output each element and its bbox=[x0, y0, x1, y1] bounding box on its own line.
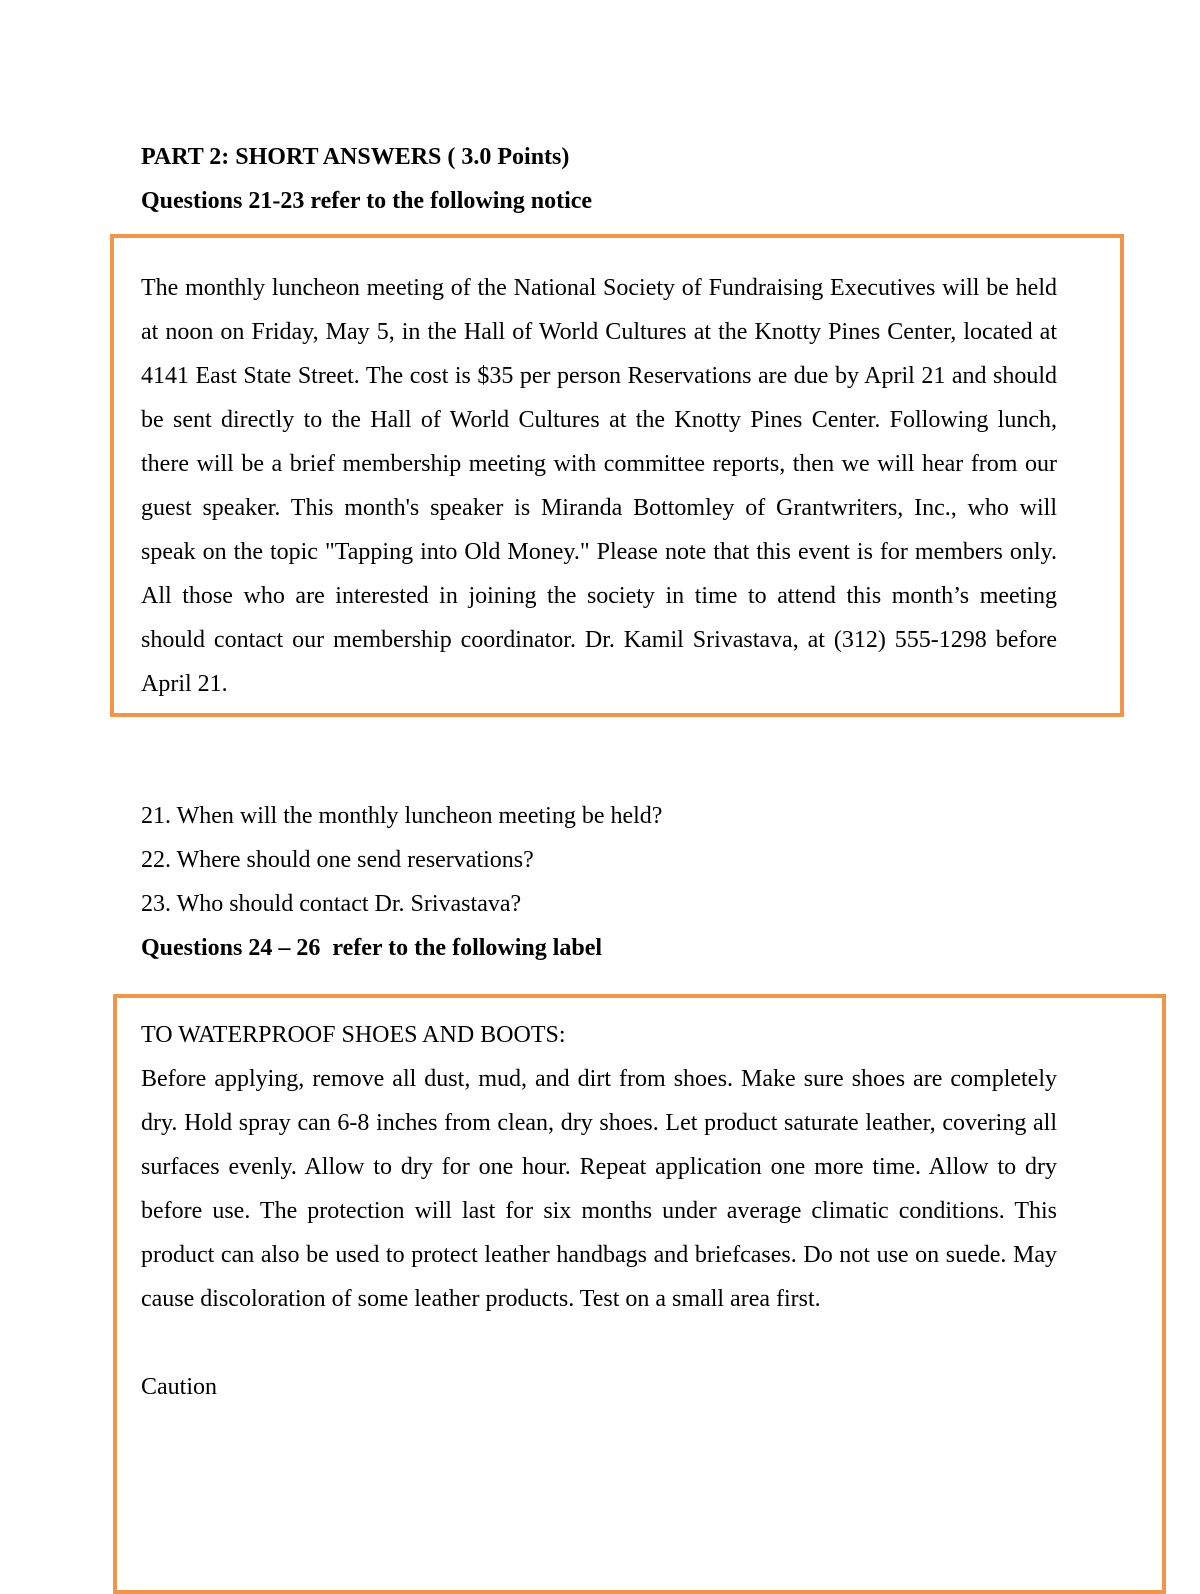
notice-intro-heading: Questions 21-23 refer to the following notice bbox=[141, 188, 593, 214]
label-caution: Caution bbox=[141, 1374, 217, 1400]
label-title: TO WATERPROOF SHOES AND BOOTS: bbox=[141, 1022, 566, 1048]
label-intro-heading: Questions 24 – 26 refer to the following label bbox=[141, 935, 603, 961]
label-text: Before applying, remove all dust, mud, and dirt from shoes. Make sure shoes are completely dry. Hold spray can 6-8 inches from clean, dry shoes. Let product saturate leather, covering all surfaces evenly. Allow to dry for one hour. Repeat application one more time. Allow to dry before use. The protection will last for six months under average climatic conditions. This product can also be used to protect leather handbags and briefcases. Do not use on suede. May cause discoloration of some leather products. Test on a small area first. bbox=[141, 1066, 1057, 1312]
question-22: 22. Where should one send reservations? bbox=[141, 847, 534, 873]
question-23: 23. Who should contact Dr. Srivastava? bbox=[141, 891, 522, 917]
question-21: 21. When will the monthly luncheon meeting be held? bbox=[141, 803, 663, 829]
notice-text: The monthly luncheon meeting of the National Society of Fundraising Executives will be held at noon on Friday, May 5, in the Hall of World Cultures at the Knotty Pines Center, located at 4141 East State Street. The cost is $35 per person Reservations are due by April 21 and should be sent directly to the Hall of World Cultures at the Knotty Pines Center. Following lunch, there will be a brief membership meeting with committee reports, then we will hear from our guest speaker. This month's speaker is Miranda Bottomley of Grantwriters, Inc., who will speak on the topic "Tapping into Old Money." Please note that this event is for members only. All those who are interested in joining the society in time to attend this month’s meeting should contact our membership coordinator. Dr. Kamil Srivastava, at (312) 555-1298 before April 21. bbox=[141, 275, 1057, 697]
part-heading: PART 2: SHORT ANSWERS ( 3.0 Points) bbox=[141, 144, 570, 170]
